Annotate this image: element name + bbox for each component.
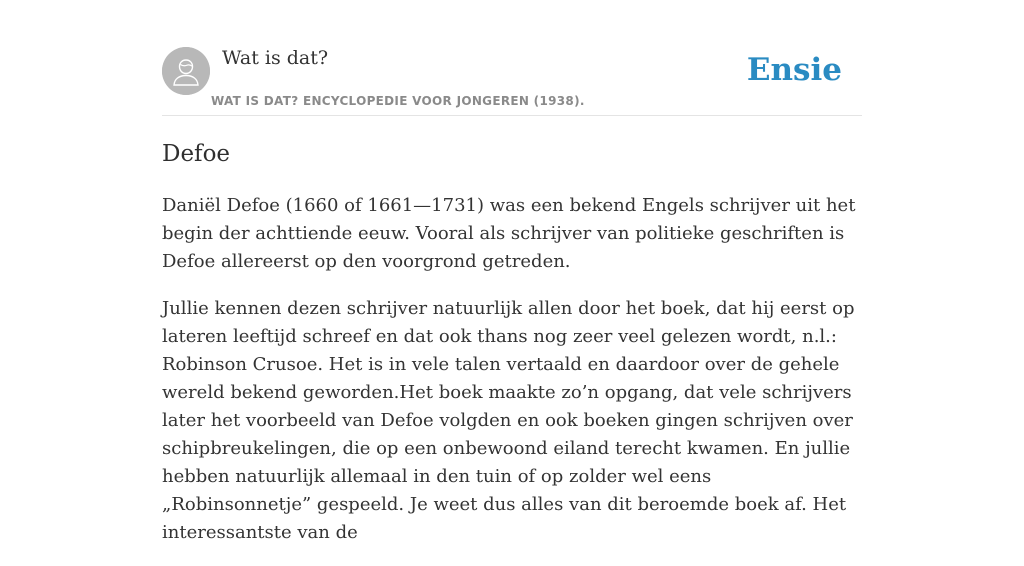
source-header bbox=[162, 40, 862, 116]
source-subtitle[interactable]: WAT IS DAT? ENCYCLOPEDIE VOOR JONGEREN (1938). bbox=[211, 94, 585, 108]
article-paragraph: Daniël Defoe (1660 of 1661—1731) was een bekend Engels schrijver uit het begin der achttiende eeuw. Vooral als schrijver van politieke geschriften is Defoe allereerst op den voorgrond getreden. bbox=[162, 195, 856, 272]
source-title[interactable]: Wat is dat? bbox=[222, 47, 329, 69]
article-body bbox=[162, 192, 862, 566]
user-icon[interactable] bbox=[162, 47, 210, 95]
article-paragraph: Jullie kennen dezen schrijver natuurlijk allen door het boek, dat hij eerst op lateren leeftijd schreef en dat ook thans nog zeer veel gelezen wordt, n.l.: Robinson Crusoe. Het is in vele talen vertaald en daardoor over de gehele wereld bekend geworden.Het boek maakte zo’n opgang, dat vele schrijvers later het voorbeeld van Defoe volgden en ook boeken gingen schrijven over schipbreukelingen, die op een onbewoond eiland terecht kwamen. En jullie hebben natuurlijk allemaal in den tuin of op zolder wel eens „Robinsonnetje” gespeeld. Je weet dus alles van dit beroemde boek af. Het interessantste van de bbox=[162, 298, 855, 543]
ensie-logo[interactable]: Ensie bbox=[746, 52, 842, 88]
article-title: Defoe bbox=[162, 141, 231, 167]
